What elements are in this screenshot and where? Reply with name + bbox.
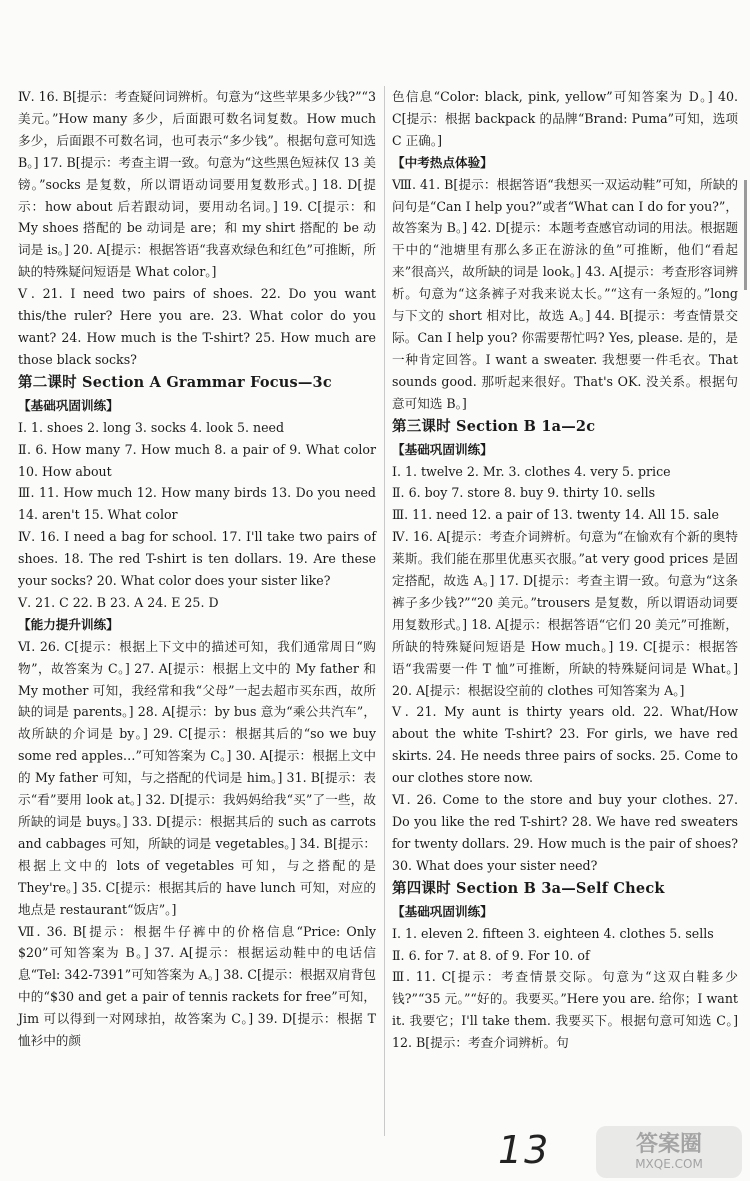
page-number: 13 — [498, 1128, 551, 1172]
answer-paragraph: Ⅲ. 11. How much 12. How many birds 13. Do you need 14. aren't 15. What color — [18, 485, 376, 523]
answer-paragraph: Ⅰ. 1. eleven 2. fifteen 3. eighteen 4. clothes 5. sells — [392, 925, 714, 941]
answer-paragraph: Ⅳ. 16. A[提示：考查介词辨析。句意为“在愉欢有个新的奥特莱斯。我们能在那里优惠买衣服。”at very good prices 是固定搭配，故选 A。] 17. D[提示：考查主谓一致。句意为“这条裤子多少钱?”“20 美元。”trousers 是复数，所以谓语动词要用复数形式。] 18. A[提示：根据答语“它们 20 美元”可推断，所缺的特殊疑问短语是 How much。] 19. C[提示：根据答语“我需要一件 T 恤”可推断，所缺的特殊疑问词是 What。] 20. A[提示：根据设空前的 clothes 可知答案为 A。] — [392, 529, 738, 698]
answer-paragraph: Ⅵ. 26. Come to the store and buy your clothes. 27. Do you like the red T-shirt? 28. We have red sweaters for twenty dollars. 29. How much is the pair of shoes? 30. What does your sister need? — [392, 792, 738, 873]
answer-paragraph: Ⅵ. 26. C[提示：根据上下文中的描述可知，我们通常周日“购物”，故答案为 C。] 27. A[提示：根据上文中的 My father 和 My mother 可知，我经常和我“父母”一起去超市买东西，故所缺的词是 parents。] 28. A[提示：by bus 意为“乘公共汽车”，故所缺的介词是 by。] 29. C[提示：根据其后的“so we buy some red apples…”可知答案为 C。] 30. A[提示：根据上文中的 My father 可知，与之搭配的代词是 him。] 31. B[提示：表示“看”要用 look at。] 32. D[提示：我妈妈给我“买”了一些，故所缺的词是 buys。] 33. D[提示：根据其后的 such as carrots and cabbages 可知，所缺的词是 vegetables。] 34. B[提示：根据上文中的 lots of vegetables 可知，与之搭配的是 They're。] 35. C[提示：根据其后的 have lunch 可知，对应的地点是 restaurant“饭店”。] — [18, 638, 376, 917]
answer-paragraph: 色信息“Color: black, pink, yellow”可知答案为 D。] 40. C[提示：根据 backpack 的品牌“Brand: Puma”可知，选项 C 正确。] — [392, 89, 738, 148]
watermark-logo: 答案圈 — [635, 1132, 702, 1157]
answer-paragraph: Ⅰ. 1. shoes 2. long 3. socks 4. look 5. need — [18, 419, 285, 435]
section-tag: 【基础巩固训练】 — [18, 397, 119, 413]
answer-paragraph: Ⅲ. 11. need 12. a pair of 13. twenty 14. All 15. sale — [392, 507, 719, 523]
answer-paragraph: Ⅴ. 21. C 22. B 23. A 24. E 25. D — [18, 594, 219, 610]
answer-paragraph: Ⅴ. 21. My aunt is thirty years old. 22. What/How about the white T-shirt? 23. For girls, we have red skirts. 24. He needs three pairs of socks. 25. Come to our clothes store now. — [392, 704, 738, 786]
answer-paragraph: Ⅲ. 11. C[提示：考查情景交际。句意为“这双白鞋多少钱?”“35 元。”“好的。我要买。”Here you are. 给你；I want it. 我要它；I'll take them. 我要买下。根据句意可知选 C。] 12. B[提示：考查介词辨析。句 — [392, 969, 738, 1051]
answer-paragraph: Ⅱ. 6. boy 7. store 8. buy 9. thirty 10. sells — [392, 485, 656, 501]
answer-paragraph: Ⅱ. 6. How many 7. How much 8. a pair of 9. What color 10. How about — [18, 441, 376, 479]
section-tag: 【中考热点体验】 — [392, 154, 493, 170]
watermark-url: MXQE.COM — [635, 1157, 703, 1171]
section-heading: 第四课时 Section B 3a—Self Check — [392, 879, 665, 897]
answer-paragraph: Ⅷ. 41. B[提示：根据答语“我想买一双运动鞋”可知，所缺的问句是“Can I help you?”或者“What can I do for you?”，故答案为 B。] 42. D[提示：本题考查感官动词的用法。根据题干中的“池塘里有那么多正在游泳的鱼”可推断，他们“看起来”很高兴，故所缺的词是 look。] 43. A[提示：考查形容词辨析。句意为“这条裤子对我来说太长。”“这有一条短的。”long 与下文的 short 相对比，故选 A。] 44. B[提示：考查情景交际。Can I help you? 你需要帮忙吗? Yes, please. 是的，是一种肯定回答。I want a sweater. 我想要一件毛衣。That sounds good. 那听起来很好。That's OK. 没关系。根据句意可知选 B。] — [392, 176, 738, 411]
answer-paragraph: Ⅴ. 21. I need two pairs of shoes. 22. Do you want this/the ruler? Here you are. 23. What color do you want? 24. How much is the T-shirt? 25. How much are those black socks? — [18, 286, 376, 367]
section-heading: 第三课时 Section B 1a—2c — [392, 417, 596, 435]
answer-paragraph: Ⅳ. 16. I need a bag for school. 17. I'll take two pairs of shoes. 18. The red T-shirt is ten dollars. 19. Are these your socks? 20. What color does your sister like? — [18, 529, 376, 589]
column-divider — [384, 86, 385, 1136]
left-column — [18, 86, 376, 1052]
section-tag: 【基础巩固训练】 — [392, 903, 493, 919]
watermark — [596, 1126, 742, 1178]
section-tag: 【基础巩固训练】 — [392, 441, 493, 457]
answer-paragraph: Ⅶ. 36. B[提示：根据牛仔裤中的价格信息“Price: Only $20”可知答案为 B。] 37. A[提示：根据运动鞋中的电话信息“Tel: 342-7391”可知答案为 A。] 38. C[提示：根据双肩背包中的“$30 and get a pair of tennis rackets for free”可知，Jim 可以得到一对网球拍，故答案为 C。] 39. D[提示：根据 T 恤衫中的颜 — [18, 923, 376, 1049]
right-column — [392, 86, 738, 1054]
answer-paragraph: Ⅳ. 16. B[提示：考查疑问词辨析。句意为“这些苹果多少钱?”“3美元。”How many 多少，后面跟可数名词复数。How much 多少，后面跟不可数名词，也可表示“多少钱”。根据句意可知选 B。] 17. B[提示：考查主谓一致。句意为“这些黑色短袜仅 13 美镑。”socks 是复数，所以谓语动词要用复数形式。] 18. D[提示：how about 后若跟动词，要用动名词。] 19. C[提示：和 My shoes 搭配的 be 动词是 are；和 my shirt 搭配的 be 动词是 is。] 20. A[提示：根据答语“我喜欢绿色和红色”可推断，所缺的特殊疑问短语是 What color。] — [18, 89, 376, 280]
section-tag: 【能力提升训练】 — [18, 616, 119, 632]
answer-paragraph: Ⅱ. 6. for 7. at 8. of 9. For 10. of — [392, 947, 590, 963]
answer-paragraph: Ⅰ. 1. twelve 2. Mr. 3. clothes 4. very 5. price — [392, 463, 671, 479]
page-edge-mark — [744, 180, 747, 290]
section-heading: 第二课时 Section A Grammar Focus—3c — [18, 373, 332, 391]
